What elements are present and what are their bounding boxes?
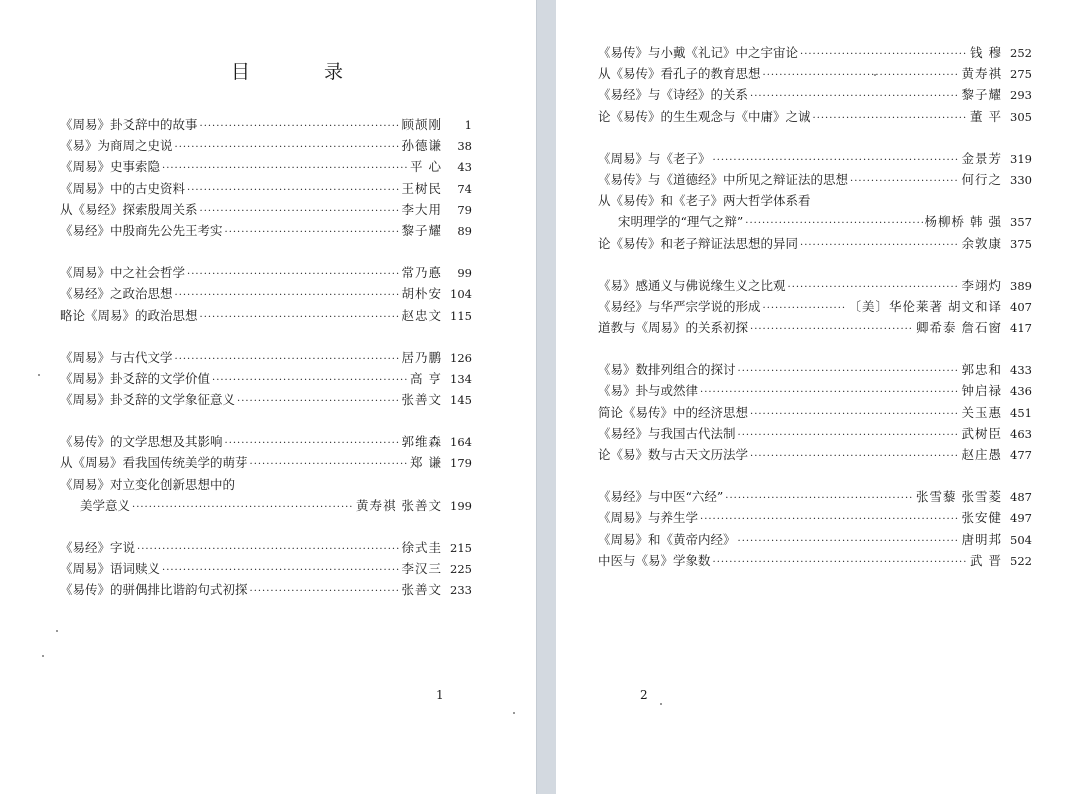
entry-author: 徐式圭 — [401, 540, 442, 555]
dot-leader — [700, 382, 959, 403]
dot-leader — [187, 264, 399, 285]
entry-title: 《易》为商周之史说 — [60, 138, 173, 154]
entry-page: 89 — [457, 223, 472, 238]
entry-title: 论《易传》的生生观念与《中庸》之诚 — [598, 108, 811, 124]
dot-leader — [750, 86, 959, 107]
toc-entry — [598, 423, 1032, 444]
entry-author: 平 心 — [410, 159, 442, 175]
entry-page: 79 — [457, 202, 472, 217]
scan-speck — [513, 712, 515, 714]
page-number: 1 — [436, 688, 444, 702]
toc-entry — [60, 305, 472, 326]
scan-speck — [56, 630, 58, 632]
entry-title: 《易》卦与或然律 — [598, 383, 699, 399]
entry-author: 李大用 — [401, 201, 442, 217]
entry-title: 《易传》的文学思想及其影响 — [60, 434, 223, 450]
entry-page: 43 — [457, 160, 472, 175]
entry-page: 463 — [1010, 426, 1032, 441]
entry-author: 关玉惠 — [961, 404, 1002, 420]
entry-title: 《易经》之政治思想 — [60, 286, 173, 302]
entry-title: 《易经》字说 — [60, 540, 136, 555]
entry-title: 《易传》与《道德经》中所见之辩证法的思想 — [598, 171, 849, 187]
dot-leader — [788, 277, 960, 298]
entry-title: 《周易》对立变化创新思想中的 — [60, 476, 236, 492]
dot-leader — [200, 307, 400, 328]
toc-entry — [598, 380, 1032, 401]
toc-entry — [60, 558, 472, 579]
entry-page: 74 — [457, 181, 472, 196]
entry-author: 顾颉刚 — [401, 117, 442, 132]
scan-speck — [42, 655, 44, 657]
entry-page: 497 — [1010, 511, 1032, 526]
dot-leader — [175, 137, 400, 158]
entry-page: 99 — [457, 266, 472, 281]
entry-page: 199 — [450, 498, 472, 513]
entry-title: 《易》数排列组合的探讨 — [598, 362, 736, 378]
entry-title: 《周易》语词赎义 — [60, 561, 161, 577]
entry-author: 黎子耀 — [401, 222, 442, 238]
page-number: 2 — [640, 688, 648, 702]
entry-title: 《周易》与养生学 — [598, 510, 699, 526]
dot-leader — [713, 552, 969, 573]
entry-page: 433 — [1010, 363, 1032, 378]
entry-page: 305 — [1010, 109, 1032, 124]
entry-title: 《易经》与中医“六经” — [598, 489, 724, 505]
toc-entry — [598, 444, 1032, 465]
entry-author: 赵庄愚 — [961, 447, 1002, 462]
entry-author: 李汉三 — [401, 561, 442, 577]
left-page — [0, 0, 536, 794]
dot-leader — [738, 531, 960, 552]
toc-entry — [598, 317, 1032, 338]
page-gutter — [536, 0, 558, 794]
entry-author: 董 平 — [970, 108, 1002, 124]
entry-page: 179 — [450, 456, 472, 471]
entry-author: 黄寿祺 — [961, 66, 1002, 82]
toc-entry — [598, 233, 1032, 254]
entry-page: 357 — [1010, 215, 1032, 230]
dot-leader — [237, 391, 399, 412]
toc-entry — [60, 283, 472, 304]
entry-page: 215 — [450, 541, 472, 555]
toc-entry — [60, 537, 472, 558]
entry-title: 《易传》的骈偶排比谐韵句式初探 — [60, 582, 248, 598]
dot-leader — [137, 539, 399, 560]
toc-entry — [598, 148, 1032, 169]
toc-entry — [60, 220, 472, 241]
dot-leader — [800, 44, 968, 65]
entry-author: 王树民 — [401, 180, 442, 196]
entry-author: 张善文 — [401, 392, 442, 408]
dot-leader — [763, 65, 960, 86]
entry-author: 〔美〕华伦莱著 胡文和译 — [848, 298, 1002, 314]
toc-entry — [60, 178, 472, 199]
entry-author: 赵忠文 — [401, 307, 442, 323]
entry-author: 张善文 — [401, 582, 442, 598]
dot-leader — [745, 213, 922, 234]
entry-author: 胡朴安 — [401, 286, 442, 302]
dot-leader — [713, 150, 960, 171]
entry-title: 《周易》卦爻辞中的故事 — [60, 117, 198, 132]
entry-title: 略论《周易》的政治思想 — [60, 307, 198, 323]
toc-entry — [60, 452, 472, 473]
toc-entry — [60, 199, 472, 220]
toc-entry — [598, 106, 1032, 127]
dot-leader — [738, 425, 960, 446]
toc-entry — [60, 156, 472, 177]
entry-author: 李翊灼 — [961, 277, 1002, 293]
entry-title: 论《易》数与古天文历法学 — [598, 447, 749, 462]
entry-page: 487 — [1010, 490, 1032, 505]
dot-leader — [750, 404, 959, 425]
entry-page: 407 — [1010, 299, 1032, 314]
entry-title: 《周易》史事索隐 — [60, 159, 161, 175]
toc-entry — [60, 114, 472, 135]
entry-title: 《易经》与我国古代法制 — [598, 425, 736, 441]
entry-page: 1 — [464, 118, 472, 132]
toc-entry — [60, 262, 472, 283]
dot-leader — [162, 560, 399, 581]
toc-entry — [598, 211, 1032, 232]
entry-page: 375 — [1010, 236, 1032, 251]
dot-leader — [212, 370, 408, 391]
entry-author: 金景芳 — [961, 150, 1002, 166]
toc-entry — [60, 495, 472, 516]
toc-entry — [60, 368, 472, 389]
toc-entry — [60, 431, 472, 452]
entry-title: 宋明理学的“理气之辩” — [618, 214, 744, 230]
entry-title: 美学意义 — [80, 497, 131, 513]
entry-author: 何行之 — [961, 171, 1002, 187]
dot-leader — [813, 108, 969, 129]
entry-author: 高 亨 — [410, 370, 442, 386]
dot-leader — [763, 298, 847, 319]
entry-author: 孙德谦 — [401, 138, 442, 154]
toc-entry — [598, 402, 1032, 423]
toc-entry — [598, 296, 1032, 317]
entry-author: 张雪藜 张雪菱 — [916, 489, 1002, 505]
scan-speck — [38, 374, 40, 376]
toc-title: 目 录 — [231, 61, 378, 83]
entry-page: 104 — [450, 287, 472, 302]
dot-leader — [175, 285, 400, 306]
entry-page: 319 — [1010, 151, 1032, 166]
scan-speck — [874, 74, 876, 76]
toc-entry — [598, 507, 1032, 528]
entry-title: 《周易》和《黄帝内经》 — [598, 531, 736, 547]
entry-title: 道教与《周易》的关系初探 — [598, 320, 749, 336]
entry-page: 126 — [450, 350, 472, 365]
entry-author: 郭维森 — [401, 434, 442, 450]
entry-page: 252 — [1010, 46, 1032, 60]
entry-author: 杨柳桥 韩 强 — [924, 214, 1002, 230]
entry-author: 居乃鹏 — [401, 349, 442, 365]
entry-title: 《易经》中殷商先公先王考实 — [60, 222, 223, 238]
entry-title: 《周易》卦爻辞的文学价值 — [60, 370, 211, 386]
entry-title: 简论《易传》中的经济思想 — [598, 404, 749, 420]
dot-leader — [225, 222, 400, 243]
entry-page: 436 — [1010, 384, 1032, 399]
dot-leader — [750, 319, 914, 340]
entry-author: 钱 穆 — [970, 45, 1002, 60]
toc-entry — [60, 347, 472, 368]
entry-title: 《易传》与小戴《礼记》中之宇宙论 — [598, 45, 799, 60]
entry-author: 郭忠和 — [961, 362, 1002, 378]
dot-leader — [725, 488, 914, 509]
entry-title: 《易经》与《诗经》的关系 — [598, 87, 749, 103]
entry-page: 275 — [1010, 67, 1032, 82]
entry-title: 《周易》与《老子》 — [598, 150, 711, 166]
dot-leader — [132, 497, 354, 518]
entry-author: 卿希泰 詹石窗 — [916, 320, 1002, 336]
dot-leader — [700, 509, 959, 530]
dot-leader — [250, 454, 409, 475]
entry-page: 417 — [1010, 321, 1032, 336]
entry-title: 从《易经》探索殷周关系 — [60, 201, 198, 217]
dot-leader — [162, 158, 408, 179]
entry-title: 中医与《易》学象数 — [598, 552, 711, 568]
entry-title: 《周易》与古代文学 — [60, 349, 173, 365]
entry-title: 从《易传》和《老子》两大哲学体系看 — [598, 193, 811, 209]
entry-page: 522 — [1010, 553, 1032, 568]
entry-author: 钟启禄 — [961, 383, 1002, 399]
entry-author: 郑 谦 — [410, 455, 442, 471]
dot-leader — [175, 349, 400, 370]
dot-leader — [750, 446, 959, 467]
toc-entry — [598, 550, 1032, 571]
toc-entry — [598, 190, 1032, 211]
entry-author: 唐明邦 — [961, 531, 1002, 547]
toc-entry — [60, 135, 472, 156]
toc-entry — [598, 84, 1032, 105]
entry-title: 《周易》中之社会哲学 — [60, 265, 186, 281]
toc-entry — [60, 389, 472, 410]
entry-page: 145 — [450, 393, 472, 408]
entry-title: 《易经》与华严宗学说的形成 — [598, 298, 761, 314]
dot-leader — [738, 361, 960, 382]
entry-page: 115 — [450, 308, 472, 323]
entry-title: 论《易传》和老子辩证法思想的异同 — [598, 235, 799, 251]
left-toc-list — [60, 114, 472, 601]
dot-leader — [850, 171, 959, 192]
entry-page: 38 — [457, 139, 472, 154]
entry-page: 330 — [1010, 172, 1032, 187]
entry-title: 《周易》卦爻辞的文学象征意义 — [60, 392, 236, 408]
right-toc-list — [598, 42, 1032, 571]
dot-leader — [200, 201, 400, 222]
dot-leader — [187, 180, 399, 201]
entry-author: 张安健 — [961, 510, 1002, 526]
dot-leader — [800, 235, 959, 256]
entry-author: 余敦康 — [961, 235, 1002, 251]
entry-page: 389 — [1010, 278, 1032, 293]
entry-page: 233 — [450, 583, 472, 598]
entry-author: 武树臣 — [961, 425, 1002, 441]
toc-entry — [598, 275, 1032, 296]
toc-entry — [598, 169, 1032, 190]
scan-speck — [660, 703, 662, 705]
entry-page: 477 — [1010, 448, 1032, 462]
entry-page: 134 — [450, 371, 472, 386]
toc-entry — [598, 359, 1032, 380]
right-page — [556, 0, 1088, 794]
entry-author: 黄寿祺 张善文 — [356, 497, 442, 513]
dot-leader — [200, 116, 400, 137]
toc-entry — [598, 486, 1032, 507]
entry-title: 从《周易》看我国传统美学的萌芽 — [60, 455, 248, 471]
dot-leader — [225, 433, 400, 454]
entry-author: 常乃悳 — [401, 265, 442, 281]
entry-page: 504 — [1010, 532, 1032, 547]
entry-title: 从《易传》看孔子的教育思想 — [598, 66, 761, 82]
toc-entry — [60, 474, 472, 495]
entry-author: 黎子耀 — [961, 87, 1002, 103]
entry-title: 《周易》中的古史资料 — [60, 180, 186, 196]
entry-page: 225 — [450, 562, 472, 577]
toc-entry — [60, 579, 472, 600]
entry-author: 武 晋 — [970, 552, 1002, 568]
toc-entry — [598, 529, 1032, 550]
toc-entry — [598, 63, 1032, 84]
entry-page: 164 — [450, 435, 472, 450]
dot-leader — [250, 581, 400, 602]
toc-entry — [598, 42, 1032, 63]
entry-title: 《易》感通义与佛说缘生义之比观 — [598, 277, 786, 293]
entry-page: 293 — [1010, 88, 1032, 103]
entry-page: 451 — [1010, 405, 1032, 420]
